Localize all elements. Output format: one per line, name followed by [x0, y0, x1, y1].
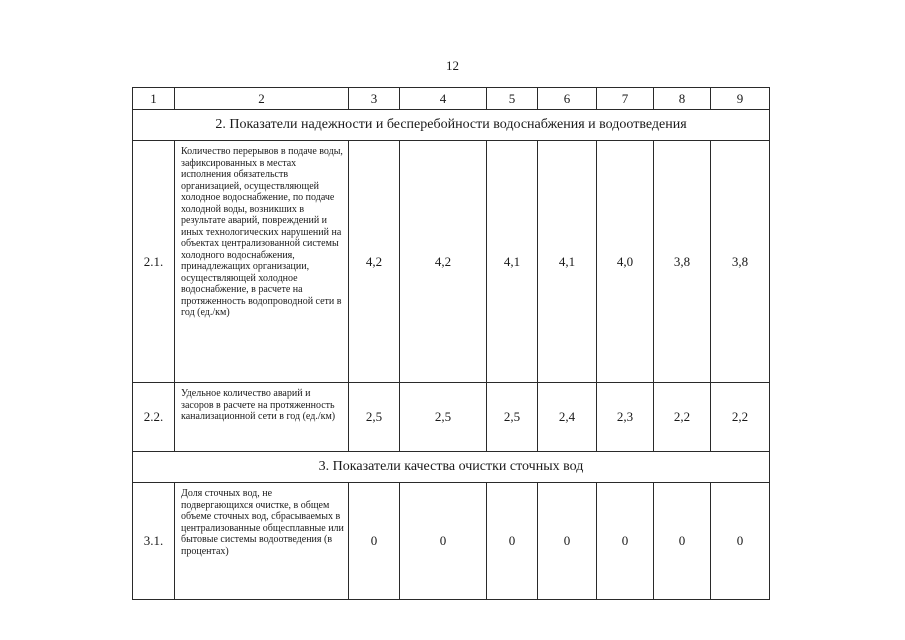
row-number: 2.2.: [133, 383, 175, 452]
value-cell: 2,2: [654, 383, 711, 452]
value-cell: 3,8: [711, 141, 770, 383]
section-title: 3. Показатели качества очистки сточных вод: [133, 452, 770, 483]
value-cell: 2,5: [349, 383, 400, 452]
column-number: 8: [654, 88, 711, 110]
row-number: 3.1.: [133, 483, 175, 600]
value-cell: 0: [538, 483, 597, 600]
column-number: 3: [349, 88, 400, 110]
value-cell: 0: [654, 483, 711, 600]
column-number: 1: [133, 88, 175, 110]
value-cell: 2,5: [400, 383, 487, 452]
value-cell: 4,1: [487, 141, 538, 383]
section-header-row: [133, 452, 770, 483]
table-row: [133, 141, 770, 383]
value-cell: 2,2: [711, 383, 770, 452]
section-title: 2. Показатели надежности и бесперебойности водоснабжения и водоотведения: [133, 110, 770, 141]
value-cell: 4,1: [538, 141, 597, 383]
page-number: 12: [446, 58, 459, 73]
table-row: [133, 383, 770, 452]
row-description: Удельное количество аварий и засоров в расчете на протяженность канализационной сети в год (ед./км): [175, 383, 349, 452]
value-cell: 0: [349, 483, 400, 600]
section-header-row: [133, 110, 770, 141]
value-cell: 0: [487, 483, 538, 600]
column-number: 7: [597, 88, 654, 110]
value-cell: 2,3: [597, 383, 654, 452]
value-cell: 4,2: [349, 141, 400, 383]
column-number-row: [133, 88, 770, 110]
value-cell: 3,8: [654, 141, 711, 383]
column-number: 5: [487, 88, 538, 110]
value-cell: 2,4: [538, 383, 597, 452]
value-cell: 0: [711, 483, 770, 600]
table-row: [133, 483, 770, 600]
row-description: Количество перерывов в подаче воды, зафиксированных в местах исполнения обязательств организацией, осуществляющей холодное водоснабжение, по подаче холодной воды, возникших в результате аварий, повреждений и иных технологических нарушений на объектах централизованной системы холодного водоснабжения, принадлежащих организации, осуществляющей холодное водоснабжение, в расчете на протяженность водопроводной сети в год (ед./км): [175, 141, 349, 383]
column-number: 2: [175, 88, 349, 110]
column-number: 6: [538, 88, 597, 110]
column-number: 9: [711, 88, 770, 110]
value-cell: 0: [597, 483, 654, 600]
value-cell: 4,2: [400, 141, 487, 383]
column-number: 4: [400, 88, 487, 110]
value-cell: 2,5: [487, 383, 538, 452]
indicators-table: [132, 87, 770, 600]
value-cell: 4,0: [597, 141, 654, 383]
row-description: Доля сточных вод, не подвергающихся очистке, в общем объеме сточных вод, сбрасываемых в централизованные общесплавные или бытовые системы водоотведения (в процентах): [175, 483, 349, 600]
row-number: 2.1.: [133, 141, 175, 383]
value-cell: 0: [400, 483, 487, 600]
